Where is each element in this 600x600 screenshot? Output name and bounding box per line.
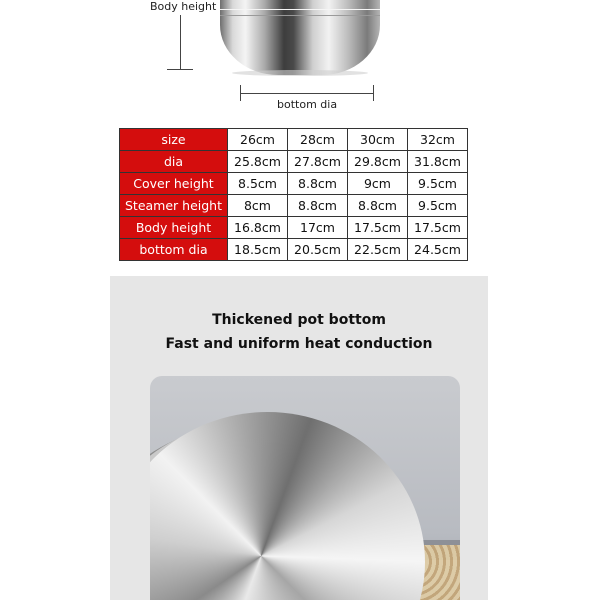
table-cell: 8.8cm [288,173,348,195]
table-row [120,173,468,195]
table-cell: 26cm [228,129,288,151]
table-cell: 24.5cm [408,239,468,261]
pot-bottom-photo [150,376,460,600]
pot-shadow [232,70,368,76]
feature-title-line1: Thickened pot bottom [212,312,386,328]
row-header: Cover height [120,173,228,195]
table-cell: 25.8cm [228,151,288,173]
table-cell: 8.8cm [288,195,348,217]
table-cell: 17cm [288,217,348,239]
size-spec-table [119,128,468,261]
table-row [120,217,468,239]
table-cell: 22.5cm [348,239,408,261]
table-cell: 17.5cm [348,217,408,239]
row-header: size [120,129,228,151]
bottom-dia-dimension-line [240,93,374,94]
body-height-baseline [167,69,193,70]
pot-bottom-disc [150,412,425,600]
row-header: bottom dia [120,239,228,261]
table-cell: 31.8cm [408,151,468,173]
table-cell: 28cm [288,129,348,151]
row-header: Body height [120,217,228,239]
table-cell: 8cm [228,195,288,217]
table-cell: 30cm [348,129,408,151]
table-cell: 9cm [348,173,408,195]
bottom-dia-label: bottom dia [277,98,338,111]
body-height-dimension-line [180,15,181,70]
table-cell: 8.8cm [348,195,408,217]
table-cell: 29.8cm [348,151,408,173]
table-row [120,195,468,217]
table-cell: 32cm [408,129,468,151]
row-header: dia [120,151,228,173]
feature-title-line2: Fast and uniform heat conduction [165,336,433,352]
table-row [120,239,468,261]
table-cell: 16.8cm [228,217,288,239]
table-cell: 17.5cm [408,217,468,239]
table-cell: 8.5cm [228,173,288,195]
table-row [120,151,468,173]
table-cell: 27.8cm [288,151,348,173]
table-cell: 9.5cm [408,173,468,195]
table-cell: 9.5cm [408,195,468,217]
pot-rim-line [220,9,380,16]
table-row [120,129,468,151]
table-cell: 20.5cm [288,239,348,261]
body-height-label: Body height [150,0,217,13]
row-header: Steamer height [120,195,228,217]
table-cell: 18.5cm [228,239,288,261]
